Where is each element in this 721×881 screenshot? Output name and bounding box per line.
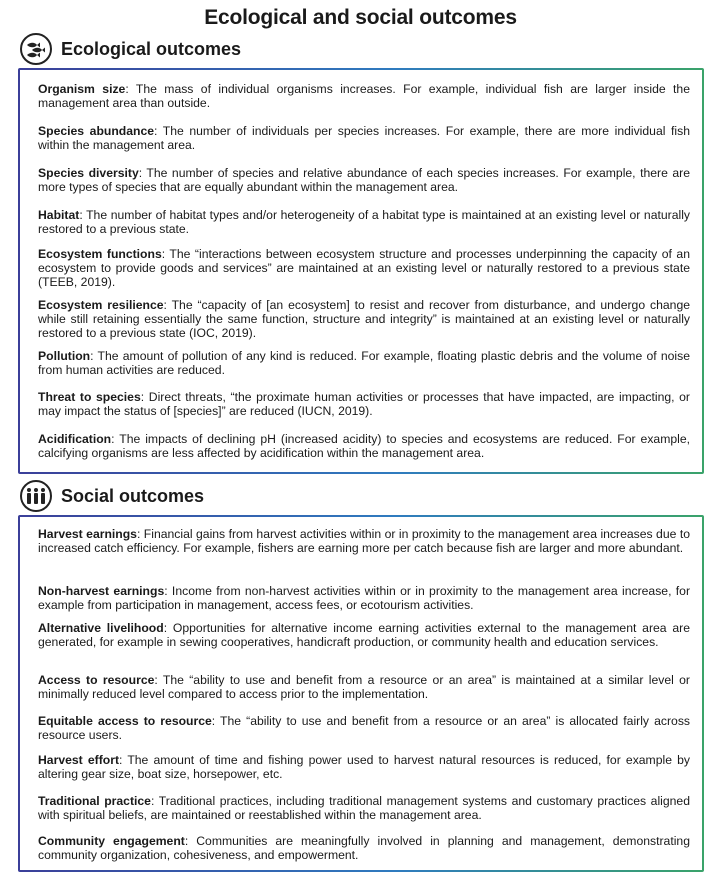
eco-item-pollution bbox=[38, 349, 690, 377]
item-term: Ecosystem functions bbox=[38, 247, 162, 261]
soc-item-alternative-livelihood bbox=[38, 621, 690, 649]
item-text: : Communities are meaningfully involved in planning and management, demonstrating community organization, cohesiveness, and empowerment. bbox=[38, 834, 690, 863]
ecological-heading: Ecological outcomes bbox=[61, 38, 242, 59]
item-term: Ecosystem resilience bbox=[38, 298, 164, 312]
item-text: : The “ability to use and benefit from a resource or an area” is maintained at a similar level or minimally reduced level compared to access prior to the implementation. bbox=[38, 673, 690, 702]
soc-item-harvest-earnings bbox=[38, 527, 690, 555]
item-term: Alternative livelihood bbox=[38, 621, 164, 635]
item-text: : The impacts of declining pH (increased acidity) to species and ecosystems are reduced. For example, calcifying organisms are less affected by acidification within the management area. bbox=[38, 432, 690, 461]
soc-item-equitable-access bbox=[38, 714, 690, 742]
ecological-section-header bbox=[20, 33, 241, 65]
item-term: Acidification bbox=[38, 432, 112, 446]
item-text: : The number of habitat types and/or heterogeneity of a habitat type is maintained at an existing level or naturally restored to a previous state. bbox=[38, 208, 690, 237]
soc-item-community-engagement bbox=[38, 834, 690, 862]
item-text: : Traditional practices, including traditional management systems and customary practices aligned with spiritual beliefs, are maintained or reestablished within the management area. bbox=[38, 794, 690, 823]
item-term: Equitable access to resource bbox=[38, 714, 212, 728]
item-term: Pollution bbox=[38, 349, 91, 363]
eco-item-species-diversity bbox=[38, 166, 690, 194]
item-text: : The number of species and relative abundance of each species increases. For example, there are more types of species that are equally abundant within the management area. bbox=[38, 166, 690, 195]
soc-item-harvest-effort bbox=[38, 753, 690, 781]
page-title: Ecological and social outcomes bbox=[204, 6, 517, 29]
eco-item-organism-size bbox=[38, 82, 690, 110]
item-term: Threat to species bbox=[38, 390, 141, 404]
item-term: Community engagement bbox=[38, 834, 185, 848]
eco-item-ecosystem-resilience bbox=[38, 298, 690, 341]
social-heading: Social outcomes bbox=[61, 485, 205, 506]
item-term: Harvest earnings bbox=[38, 527, 137, 541]
item-text: : The number of individuals per species increases. For example, there are more individual fish within the management area. bbox=[38, 124, 690, 153]
item-text: : The “interactions between ecosystem structure and processes underpinning the capacity of an ecosystem to provide goods and services” are maintained at an existing level or naturally restored to a previous state (TEEB, 2019). bbox=[38, 247, 690, 290]
item-text: : The amount of pollution of any kind is reduced. For example, floating plastic debris and the volume of noise from human activities are reduced. bbox=[38, 349, 690, 378]
item-text: : The amount of time and fishing power used to harvest natural resources is reduced, for example by altering gear size, boat size, horsepower, etc. bbox=[38, 753, 690, 782]
soc-item-non-harvest-earnings bbox=[38, 584, 690, 612]
item-text: : Opportunities for alternative income earning activities external to the management area are generated, for example in sewing cooperatives, handicraft production, or community health and education services. bbox=[38, 621, 690, 650]
item-term: Organism size bbox=[38, 82, 126, 96]
eco-item-habitat bbox=[38, 208, 690, 236]
soc-item-access-to-resource bbox=[38, 673, 690, 701]
eco-item-species-abundance bbox=[38, 124, 690, 152]
fish-icon bbox=[20, 33, 52, 65]
eco-item-acidification bbox=[38, 432, 690, 460]
item-term: Access to resource bbox=[38, 673, 155, 687]
ecological-outcomes-box bbox=[18, 68, 704, 474]
item-term: Traditional practice bbox=[38, 794, 151, 808]
item-text: : The “capacity of [an ecosystem] to resist and recover from disturbance, and undergo change while still retaining essentially the same function, structure and integrity” is maintained at an existing level or naturally restored to a previous state (IOC, 2019). bbox=[38, 298, 691, 341]
item-term: Non-harvest earnings bbox=[38, 584, 165, 598]
item-text: : The mass of individual organisms increases. For example, individual fish are larger inside the management area than outside. bbox=[38, 82, 690, 111]
item-text: : Direct threats, “the proximate human activities or processes that have impacted, are impacting, or may impact the status of [species]” are reduced (IUCN, 2019). bbox=[38, 390, 690, 419]
soc-item-traditional-practice bbox=[38, 794, 690, 822]
eco-item-ecosystem-functions bbox=[38, 247, 690, 290]
item-term: Habitat bbox=[38, 208, 80, 222]
item-text: : The “ability to use and benefit from a resource or an area” is allocated fairly across resource users. bbox=[38, 714, 691, 743]
item-text: : Income from non-harvest activities within or in proximity to the management area increase, for example from participation in management, access fees, or ecotourism activities. bbox=[38, 584, 691, 613]
item-term: Harvest effort bbox=[38, 753, 120, 767]
social-outcomes-box bbox=[18, 515, 704, 872]
social-section-header bbox=[20, 480, 204, 512]
item-term: Species abundance bbox=[38, 124, 154, 138]
eco-item-threat-to-species bbox=[38, 390, 690, 418]
item-term: Species diversity bbox=[38, 166, 139, 180]
item-text: : Financial gains from harvest activities within or in proximity to the management area increases due to increased catch efficiency. For example, fishers are earning more per catch because fish are larger and more abundant. bbox=[38, 527, 690, 556]
people-icon bbox=[20, 480, 52, 512]
